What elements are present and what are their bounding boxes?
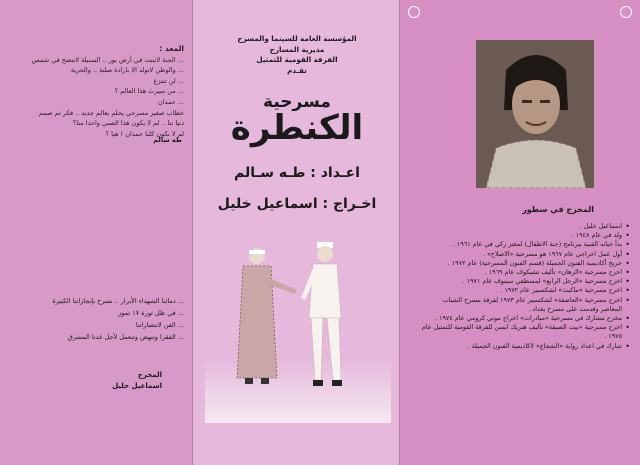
bio-item: اخرج مسرحية «الرهان» تأليف تشيكوف عام ١٩٦٩ . • <box>420 268 630 277</box>
intro-line: لم لا نكون كلنا حمدان ! هيا ؟ <box>105 129 184 138</box>
bio-item: مخرج مشارك في مسرحية «مبادرات» اخراج موني كرومي عام ١٩٧٤ . • <box>420 314 630 323</box>
note-line: ... دمائنا الشهداء الأبرار .. نسرح بإنجازاتنا الكبيرة <box>52 297 184 305</box>
org-line: مديرية المسارح <box>269 44 325 54</box>
director-signature <box>112 370 162 392</box>
director-label: المخرج <box>137 371 162 379</box>
bio-item: اسماعيل خليل . • <box>420 222 630 231</box>
intro-line: دنيا ننا .. لم لا يكون هذا الصبي واحدا منا؟ <box>72 119 184 128</box>
note-line: ... في ظل ثورة ١٧ تموز <box>118 309 184 317</box>
org-line: تقـدم <box>287 65 307 75</box>
org-line: المؤسسة العامة للسينما والمسرح <box>237 34 357 43</box>
bio-item: اخرج مسرحية «ماكبث» لشكسبير عام ١٩٧٢ . • <box>420 286 630 295</box>
org-line: الفرقة القومية للتمثيل <box>256 55 338 64</box>
intro-heading: المعد : <box>159 44 184 53</box>
bio-item: اخرج مسرحية «الرجل الرابع» لمسطفي سينوف عام ١٩٧١ . • <box>420 277 630 286</box>
director-note <box>6 295 184 343</box>
director-name: اسماعيل خليل <box>112 382 162 390</box>
cover-panel <box>192 0 400 465</box>
left-panel <box>0 0 192 465</box>
director-credit: اخـراج : اسماعيل خليل <box>217 196 377 212</box>
stage-photo <box>205 238 391 423</box>
bio-item: خريج أكاديمية الفنون الجميلة (قسم الفنون المسرحية) عام ١٩٧٢ . • <box>420 259 630 268</box>
author-credit: اعـداد : طـه سـالم <box>234 165 360 181</box>
note-line: ... الفن لانتصاراتنا <box>135 321 184 329</box>
bio-title: المخرج في سطور <box>522 205 594 214</box>
intro-line: ... الجنة لاتنبت في أرض بور .. السنبلة لاتنضج في شمس <box>31 55 184 64</box>
fold-mark <box>620 6 632 18</box>
bio-item: بدأ حياته الفنية ببرنامج (جنة الاطفال) لمعتز زكي في عام ١٩٦١ . • <box>420 240 630 249</box>
fold-mark <box>408 6 420 18</box>
bio-item: اخرج مسرحية «العاصفة» لشكسبير عام ١٩٧٣ لفرقة مسرح الشباب المعاصر وقدمت على مسرح بغداد . • <box>420 296 630 314</box>
play-type: مسرحية <box>263 92 331 112</box>
note-line: ... الفقرا وتنهض وتنعمل لأجل غدنا المشرق <box>67 333 184 341</box>
intro-line: ... والوطن لاتولد الا بارادة صلبة .. والحرية <box>70 66 184 75</box>
play-title: الكنطرة <box>230 108 364 148</box>
bio-item: اخرج مسرحية «بيت الصيفة» تأليف هنريك ابسن للفرقة القومية للتمثيل عام ١٩٧٥ . • <box>420 323 630 341</box>
director-portrait <box>476 40 594 188</box>
intro-text <box>6 44 184 139</box>
intro-line: خطاب صغير مسرحي يحلم بعالم جديد .. فكر ثم صمم <box>38 108 184 117</box>
bio-item: شارك في اعداد رواية «الشجاع» لاكاديمية الفنون الجميلة . • <box>420 342 630 351</box>
author-signature: طه سالم <box>153 136 182 144</box>
intro-line: ... من سيرث هذا العالم ؟ <box>114 87 184 96</box>
bio-item: ولد في عام ١٩٤٨ . • <box>420 231 630 240</box>
organization-header <box>193 34 401 76</box>
intro-line: ... حمدان <box>157 97 184 106</box>
bio-list <box>420 222 630 351</box>
bio-item: أول عمل اخراجي عام ١٩٦٧ هو مسرحية «الاصلاح» . • <box>420 250 630 259</box>
intro-line: ... لن تنتزع <box>153 76 184 85</box>
